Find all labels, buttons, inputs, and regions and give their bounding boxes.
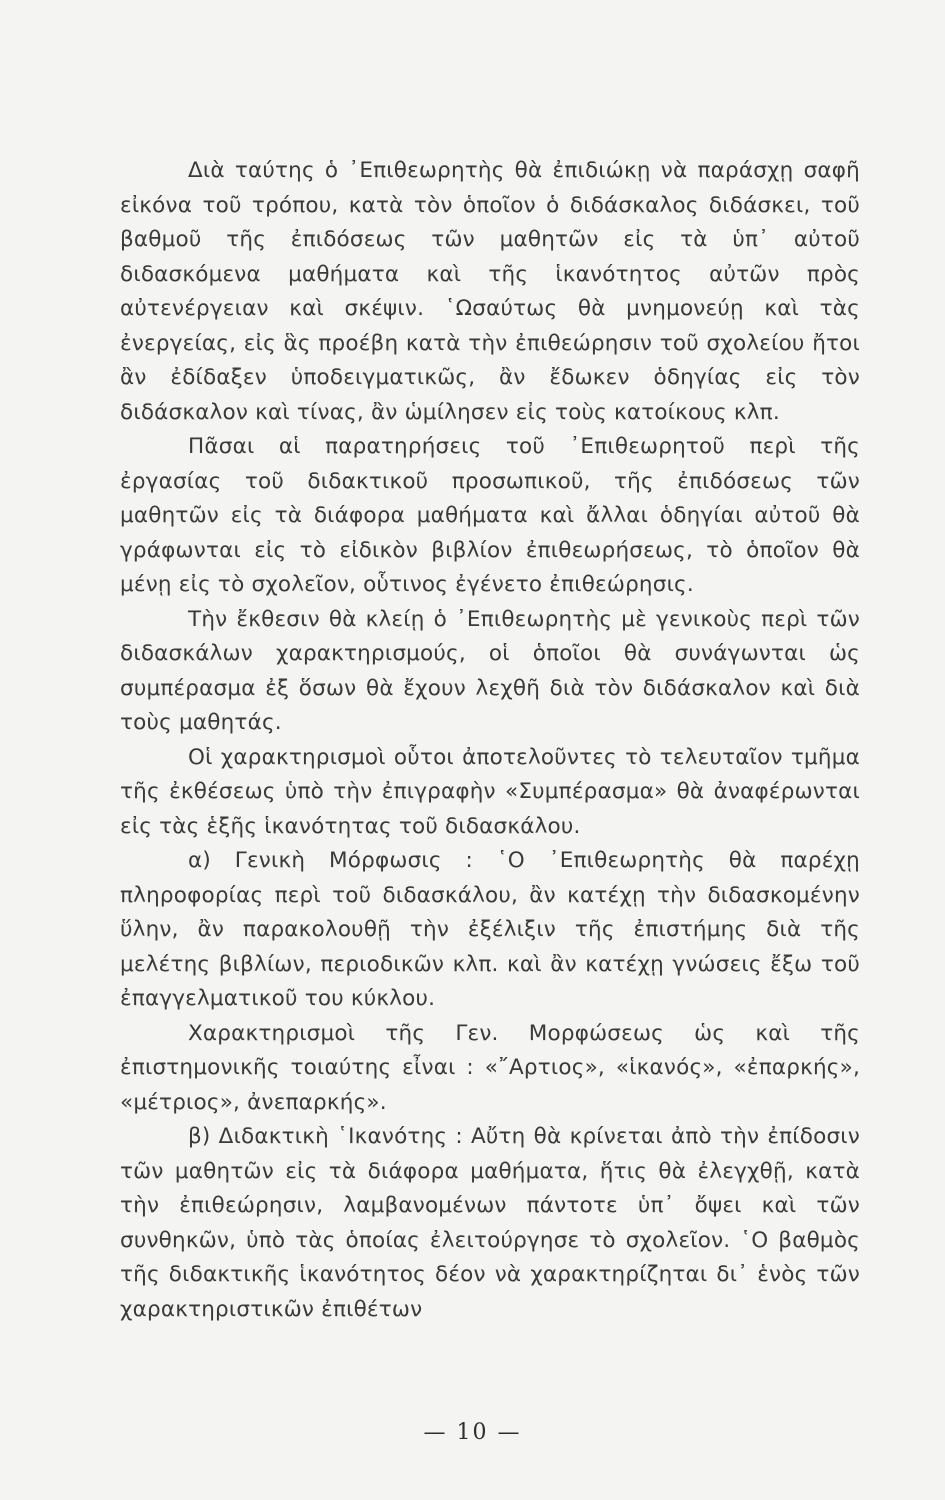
paragraph-report-closing: Τὴν ἔκθεσιν θὰ κλείῃ ὁ ᾿Επιθεωρητὴς μὲ γενικοὺς περὶ τῶν διδασκάλων χαρακτηρισμούς, οἱ ὁποῖοι θὰ συνάγωνται ὡς συμπέρασμα ἐξ ὅσων θὰ ἔχουν λεχθῆ διὰ τὸν διδάσκαλον καὶ διὰ τοὺς μαθητάς. — [120, 606, 860, 735]
paragraph-inspection-description: Διὰ ταύτης ὁ ᾿Επιθεωρητὴς θὰ ἐπιδιώκῃ νὰ παράσχῃ σαφῆ εἰκόνα τοῦ τρόπου, κατὰ τὸν ὁποῖον ὁ διδάσκαλος διδάσκει, τοῦ βαθμοῦ τῆς ἐπιδόσεως τῶν μαθητῶν εἰς τὰ ὑπ᾽ αὐτοῦ διδασκόμενα μαθήματα καὶ τῆς ἱκανότητος αὐτῶν πρὸς αὐτενέργειαν καὶ σκέψιν. ῾Ωσαύτως θὰ μνημονεύῃ καὶ τὰς ἐνεργείας, εἰς ἃς προέβη κατὰ τὴν ἐπιθεώρησιν τοῦ σχολείου ἤτοι ἂν ἐδίδαξεν ὑποδειγματικῶς, ἂν ἔδωκεν ὁδηγίας εἰς τὸν διδάσκαλον καὶ τίνας, ἂν ὡμίλησεν εἰς τοὺς κατοίκους κλπ. — [120, 158, 860, 425]
page-number: — 10 — — [423, 1420, 522, 1445]
paragraph-teaching-ability: β) Διδακτικὴ ῾Ικανότης : Αὔτη θὰ κρίνεται ἀπὸ τὴν ἐπίδοσιν τῶν μαθητῶν εἰς τὰ διάφορα μαθήματα, ἥτις θὰ ἐλεγχθῇ, κατὰ τὴν ἐπιθεώρησιν, λαμβανομένων πάντοτε ὑπ᾽ ὄψει καὶ τῶν συνθηκῶν, ὑπὸ τὰς ὁποίας ἐλειτούργησε τὸ σχολεῖον. ῾Ο βαθμὸς τῆς διδακτικῆς ἱκανότητος δέον νὰ χαρακτηρίζηται δι᾽ ἑνὸς τῶν χαρακτηριστικῶν ἐπιθέτων — [120, 1124, 860, 1322]
paragraph-education-ratings: Χαρακτηρισμοὶ τῆς Γεν. Μορφώσεως ὡς καὶ τῆς ἐπιστημονικῆς τοιαύτης εἶναι : «῎Αρτιος», «ἱκανός», «ἐπαρκής», «μέτριος», ἀνεπαρκής». — [120, 1020, 860, 1115]
paragraph-characterizations: Οἱ χαρακτηρισμοὶ οὗτοι ἀποτελοῦντες τὸ τελευταῖον τμῆμα τῆς ἐκθέσεως ὑπὸ τὴν ἐπιγραφὴν «Συμπέρασμα» θὰ ἀναφέρωνται εἰς τὰς ἑξῆς ἱκανότητας τοῦ διδασκάλου. — [120, 744, 860, 839]
body-text — [120, 154, 860, 1327]
paragraph-general-education: α) Γενικὴ Μόρφωσις : ῾Ο ᾿Επιθεωρητὴς θὰ παρέχῃ πληροφορίας περὶ τοῦ διδασκάλου, ἂν κατέχῃ τὴν διδασκομένην ὕλην, ἂν παρακολουθῇ τὴν ἐξέλιξιν τῆς ἐπιστήμης διὰ τῆς μελέτης βιβλίων, περιοδικῶν κλπ. καὶ ἂν κατέχῃ γνώσεις ἔξω τοῦ ἐπαγγελματικοῦ του κύκλου. — [120, 848, 860, 1011]
paragraph-observations-book: Πᾶσαι αἱ παρατηρήσεις τοῦ ᾿Επιθεωρητοῦ περὶ τῆς ἐργασίας τοῦ διδακτικοῦ προσωπικοῦ, τῆς ἐπιδόσεως τῶν μαθητῶν εἰς τὰ διάφορα μαθήματα καὶ ἄλλαι ὁδηγίαι αὐτοῦ θὰ γράφωνται εἰς τὸ εἰδικὸν βιβλίον ἐπιθεωρήσεως, τὸ ὁποῖον θὰ μένῃ εἰς τὸ σχολεῖον, οὗτινος ἐγένετο ἐπιθεώρησις. — [120, 434, 860, 597]
